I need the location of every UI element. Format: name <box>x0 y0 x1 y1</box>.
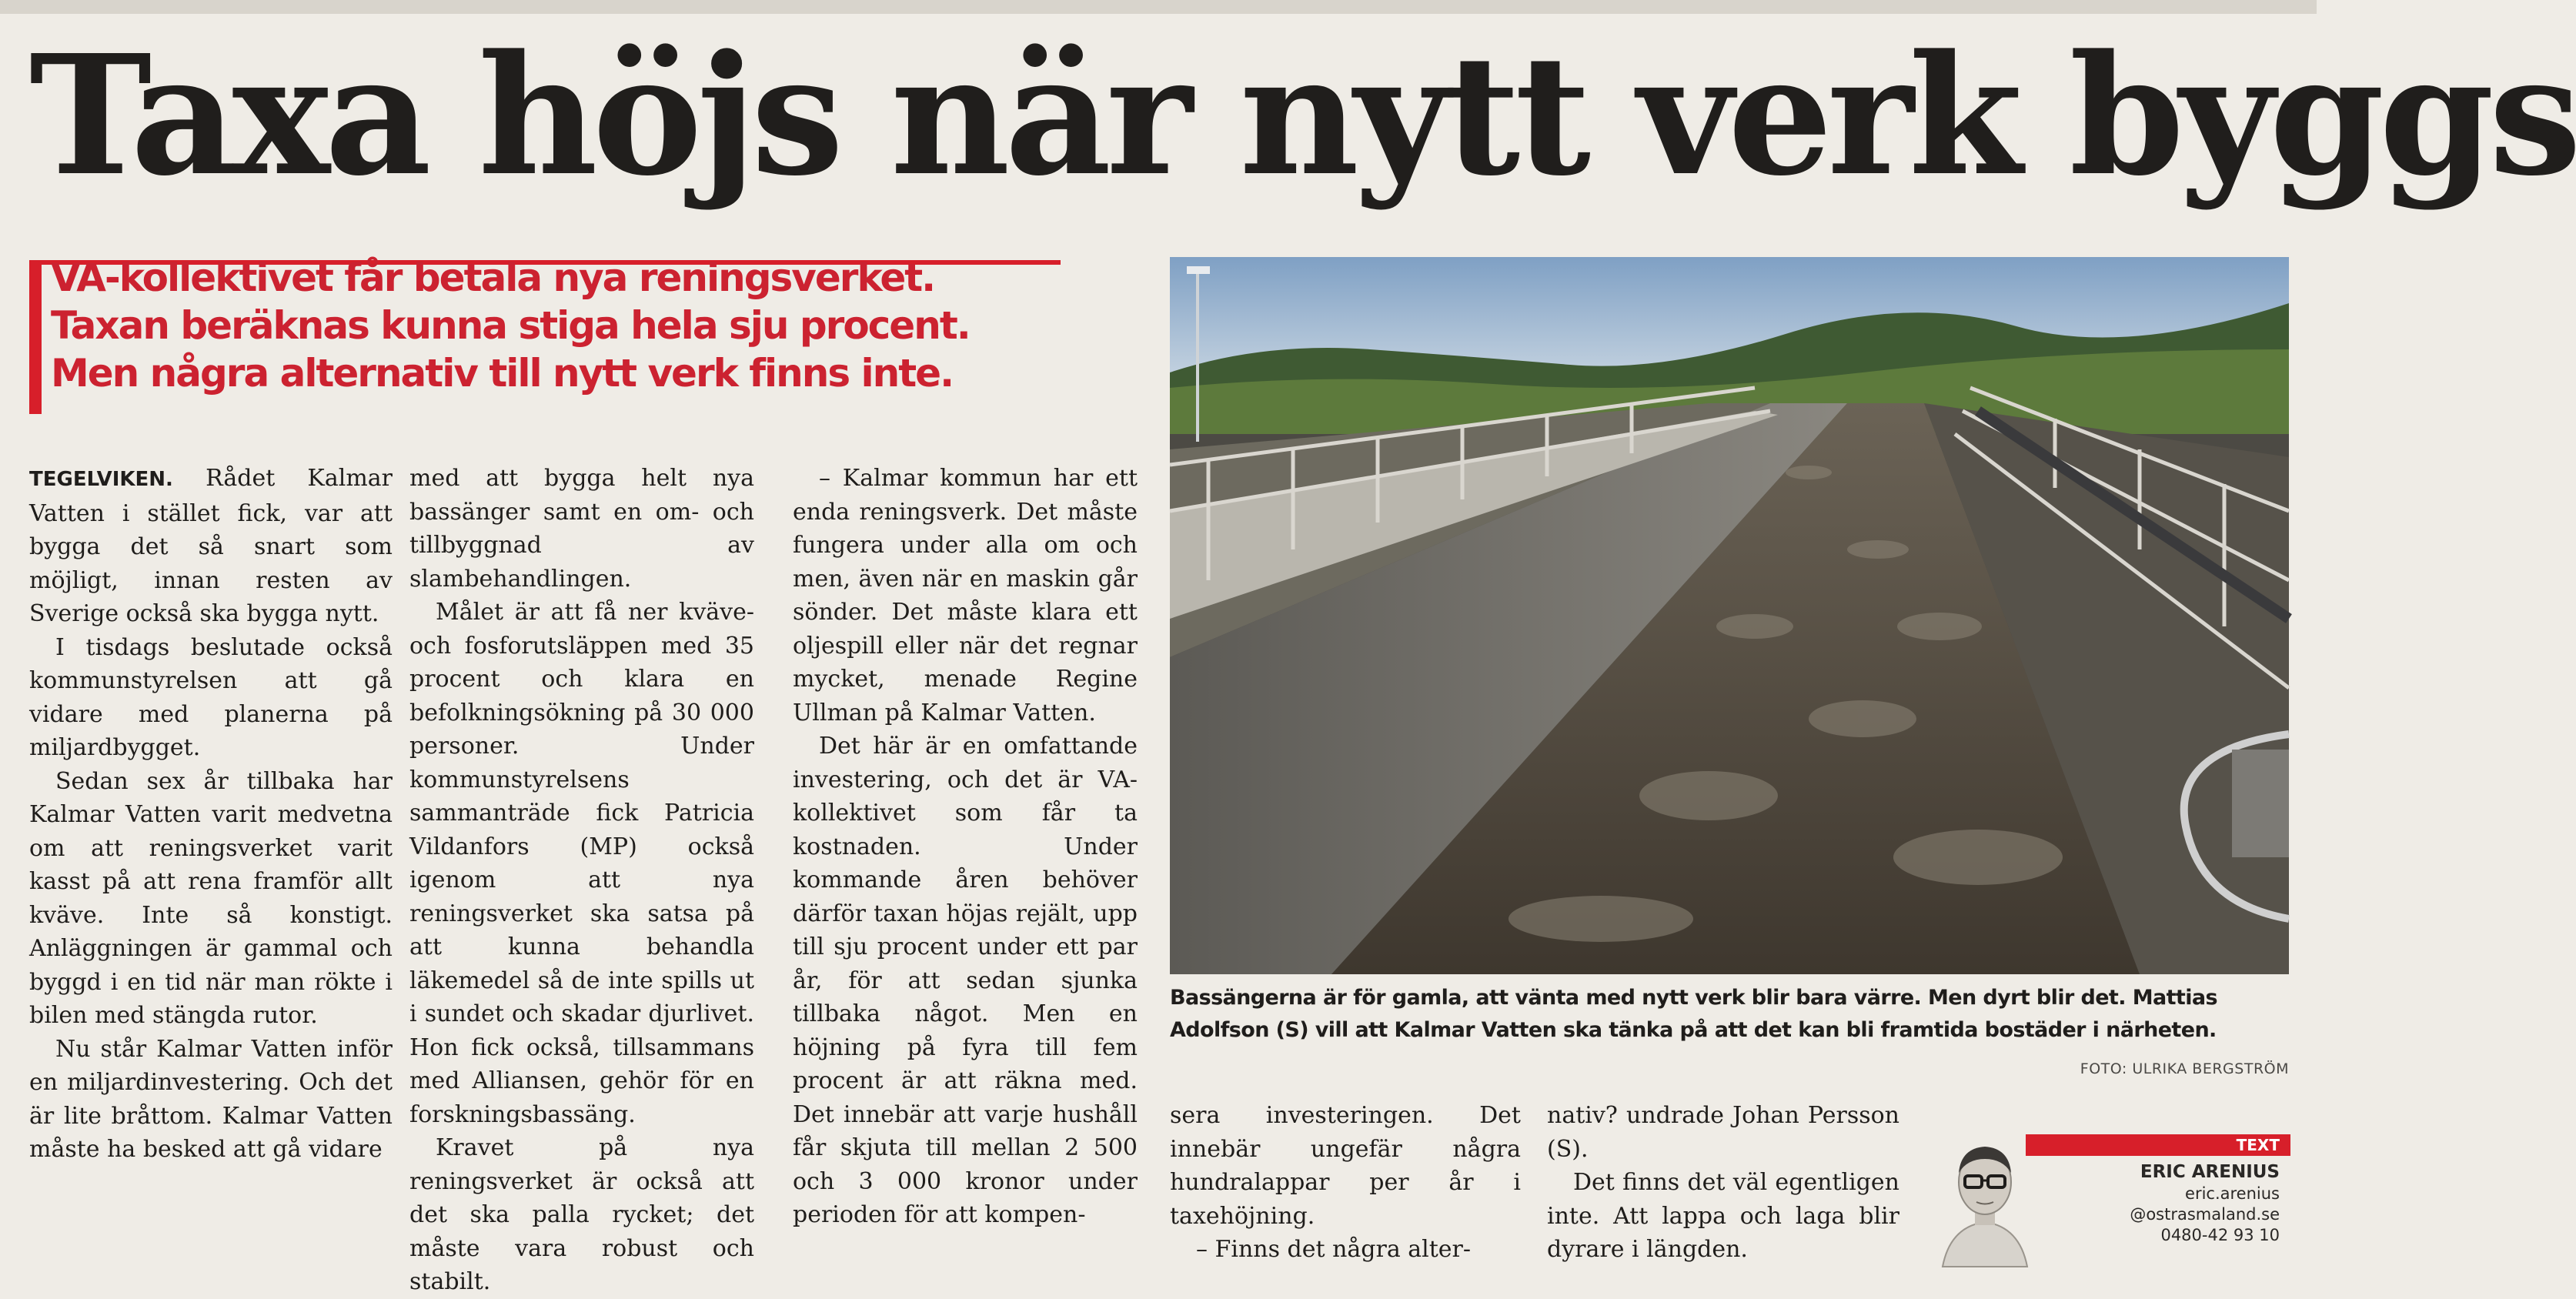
caption-line: Bassängerna är för gamla, att vänta med nytt verk blir bara värre. Men dyrt blir det. Mattias <box>1170 986 2217 1010</box>
lamp-head <box>1187 266 1210 274</box>
article-column-5 <box>1547 1099 1899 1267</box>
paragraph: Kravet på nya reningsverket är också att det ska palla rycket; det måste vara robust och stabilt. <box>409 1134 754 1295</box>
subheadline-deck <box>51 254 1144 397</box>
byline-box <box>1935 1128 2290 1267</box>
basin-illustration <box>1170 257 2289 974</box>
deck-line: Men några alternativ till nytt verk finns inte. <box>51 351 954 396</box>
paragraph: I tisdags beslutade också kommunstyrelsen att gå vidare med planerna på miljardbygget. <box>29 633 393 761</box>
article-column-4 <box>1170 1099 1521 1267</box>
author-handle: eric.arenius <box>2185 1184 2280 1203</box>
headline: Taxa höjs när nytt verk byggs <box>29 19 2576 212</box>
treatment-plant-photo <box>1170 257 2289 974</box>
article-column-3 <box>793 462 1138 1232</box>
paragraph-text: Rådet Kalmar Vatten i stället fick, var att bygga det så snart som möjligt, innan resten av Sverige också ska bygga nytt. <box>29 465 393 627</box>
article-column-1 <box>29 462 393 1167</box>
paragraph: med att bygga helt nya bassänger samt en om- och tillbyggnad av slambehandlingen. <box>409 465 754 593</box>
article-column-2 <box>409 462 754 1299</box>
deck-line: Taxan beräknas kunna stiga hela sju procent. <box>51 303 970 348</box>
paragraph: sera investeringen. Det innebär ungefär några hundralappar per år i taxehöjning. <box>1170 1102 1521 1230</box>
caption-line: Adolfson (S) vill att Kalmar Vatten ska tänka på att det kan bli framtida bostäder i närheten. <box>1170 1018 2217 1042</box>
author-phone: 0480-42 93 10 <box>2160 1226 2280 1244</box>
paragraph: Det finns det väl egentligen inte. Att lappa och laga blir dyrare i längden. <box>1547 1169 1899 1263</box>
dateline: TEGELVIKEN. <box>29 468 173 491</box>
paragraph <box>29 462 393 631</box>
author-email: @ostrasmaland.se <box>2130 1205 2280 1224</box>
valve-machinery <box>2232 750 2289 857</box>
paragraph: nativ? undrade Johan Persson (S). <box>1547 1102 1899 1163</box>
byline-info <box>2130 1160 2280 1246</box>
author-avatar <box>1935 1128 2035 1267</box>
byline-role-label: TEXT <box>2026 1134 2290 1156</box>
deck-line: VA-kollektivet får betala nya reningsverket. <box>51 255 935 300</box>
paragraph: – Finns det några alter- <box>1196 1236 1472 1263</box>
paragraph: – Kalmar kommun har ett enda reningsverk. Det måste fungera under alla om och men, även när en maskin går sönder. Det måste klara ett oljespill eller när det regnar mycket, menade Regine Ullman på Kalmar Vatten. <box>793 465 1138 726</box>
photo-caption <box>1170 982 2289 1047</box>
paragraph: Det här är en omfattande investering, och det är VA-kollektivet som får ta kostnaden. Under kommande åren behöver därför taxan höjas rejält, upp till sju procent under ett par år, för att sedan sjunka tillbaka något. Men en höjning på fyra till fem procent är att räkna med. Det innebär att varje hushåll får skjuta till mellan 2 500 och 3 000 kronor under perioden för att kompen- <box>793 733 1138 1228</box>
paragraph: Sedan sex år tillbaka har Kalmar Vatten varit medvetna om att reningsverket varit kasst på att rena framför allt kväve. Inte så konstigt. Anläggningen är gammal och byggd i en tid när man rökte i bilen med stängda rutor. <box>29 767 393 1029</box>
deck-accent-bar <box>29 263 42 414</box>
photo-credit: FOTO: ULRIKA BERGSTRÖM <box>2080 1060 2289 1077</box>
author-name: ERIC ARENIUS <box>2140 1162 2280 1182</box>
paragraph: Nu står Kalmar Vatten inför en miljardinvestering. Och det är lite bråttom. Kalmar Vatten måste ha besked att gå vidare <box>29 1035 393 1163</box>
paragraph: Målet är att få ner kväve- och fosforutsläppen med 35 procent och klara en befolkningsökning på 30 000 personer. Under kommunstyrelsens sammanträde fick Patricia Vildanfors (MP) också igenom att nya reningsverket ska satsa på att kunna behandla läkemedel så de inte spills ut i sundet och skadar djurlivet. Hon fick också, tillsammans med Alliansen, gehör för en forskningsbassäng. <box>409 599 754 1128</box>
